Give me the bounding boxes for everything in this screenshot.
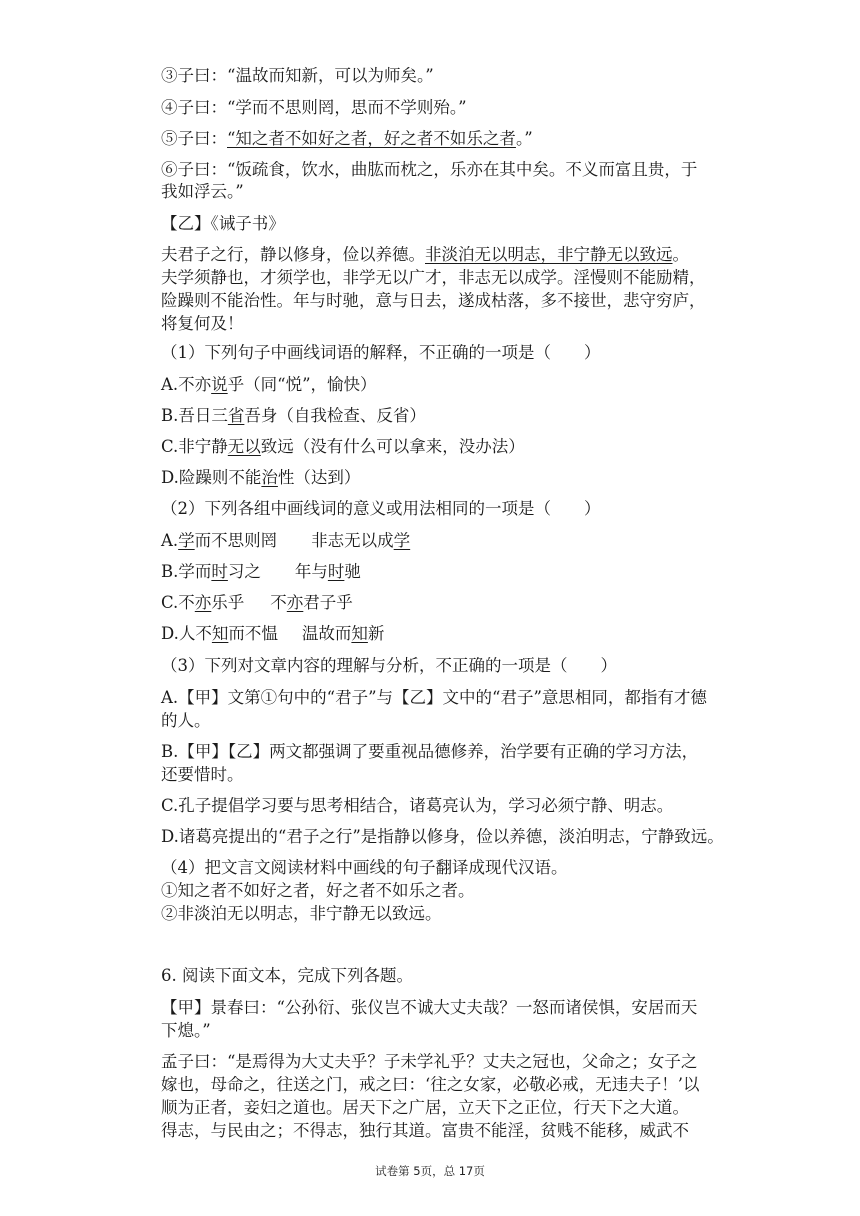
option-a: A.学而不思则罔 非志无以成学 [161,531,411,550]
option-d: D.诸葛亮提出的“君子之行”是指静以修身，俭以养德，淡泊明志，宁静致远。 [161,827,724,846]
option-b-cont: 还要惜时。 [161,765,244,784]
question-stem: （4）把文言文阅读材料中画线的句子翻译成现代汉语。 [161,858,568,877]
option-c: C.非宁静无以致远（没有什么可以拿来，没办法） [161,437,525,456]
text-line: 嫁也，母命之，往送之门，戒之曰：‘往之女家，必敬必戒，无违夫子！’以 [161,1075,700,1094]
text-line: ③子曰：“温故而知新，可以为师矣。” [161,66,434,85]
text-line: 我如浮云。” [161,182,244,201]
text-line: 顺为正者，妾妇之道也。居天下之广居，立天下之正位，行天下之大道。 [161,1098,689,1117]
translate-item: ②非淡泊无以明志，非宁静无以致远。 [161,904,442,923]
option-b: B.吾日三省吾身（自我检查、反省） [161,406,426,425]
option-c: C.孔子提倡学习要与思考相结合，诸葛亮认为，学习必须宁静、明志。 [161,796,674,815]
option-a: A.不亦说乎（同“悦”，愉快） [161,375,377,394]
underlined-sentence: “知之者不如好之者，好之者不如乐之者 [227,129,516,148]
text-line: 得志，与民由之；不得志，独行其道。富贵不能淫，贫贱不能移，威武不 [161,1121,689,1140]
text-line: ④子曰：“学而不思则罔，思而不学则殆。” [161,98,467,117]
option-c: C.不亦乐乎 不亦君子乎 [161,593,353,612]
text-line: 夫君子之行，静以修身，俭以养德。非淡泊无以明志，非宁静无以致远。 [161,245,689,264]
question-stem: （1）下列句子中画线词语的解释，不正确的一项是（ ） [161,343,601,362]
underlined-sentence: 非淡泊无以明志，非宁静无以致远 [425,245,673,264]
text-line: 夫学须静也，才须学也，非学无以广才，非志无以成学。淫慢则不能励精， [161,268,706,287]
text-line: 下熄。” [161,1021,211,1040]
text-line: ⑤子曰：“知之者不如好之者，好之者不如乐之者。” [161,129,533,148]
question-stem: （3）下列对文章内容的理解与分析，不正确的一项是（ ） [161,656,617,675]
translate-item: ①知之者不如好之者，好之者不如乐之者。 [161,881,475,900]
page-footer: 试卷第 5页，总 17页 [375,1164,485,1178]
option-b: B.学而时习之 年与时驰 [161,562,361,581]
option-a: A.【甲】文第①句中的“君子”与【乙】文中的“君子”意思相同，都指有才德 [161,688,707,707]
option-b: B.【甲】【乙】两文都强调了要重视品德修养，治学要有正确的学习方法， [161,742,699,761]
option-d: D.险躁则不能治性（达到） [161,468,361,487]
option-d: D.人不知而不愠 温故而知新 [161,624,385,643]
section-title: 【乙】《诫子书》 [161,214,285,233]
text-line: ⑥子曰：“饭疏食，饮水，曲肱而枕之，乐亦在其中矣。不义而富且贵，于 [161,160,698,179]
text-line: 险躁则不能治性。年与时驰，意与日去，遂成枯落，多不接世，悲守穷庐， [161,291,706,310]
text-line: 孟子曰：“是焉得为大丈夫乎？子未学礼乎？丈夫之冠也，父命之；女子之 [161,1052,698,1071]
text-line: 将复何及！ [161,314,244,333]
option-a-cont: 的人。 [161,711,211,730]
question-stem: （2）下列各组中画线词的意义或用法相同的一项是（ ） [161,499,601,518]
question-title: 6. 阅读下面文本，完成下列各题。 [161,966,413,985]
text-line: 【甲】景春曰：“公孙衍、张仪岂不诚大丈夫哉？一怒而诸侯惧，安居而天 [161,998,698,1017]
